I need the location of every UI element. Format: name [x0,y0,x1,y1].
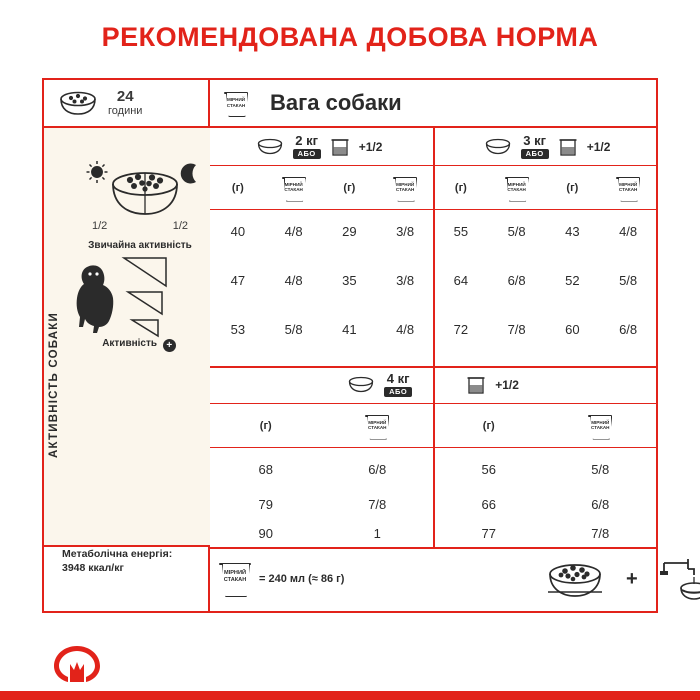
unit-grams-label: (г) [454,181,467,194]
half-portions [92,220,188,232]
weight-4kg: 4 кг [386,371,410,386]
cell-value: 47 [230,272,246,288]
cell-value: 4/8 [284,223,303,239]
weight-row-top [210,128,656,166]
cup-half-icon [330,137,350,157]
cell-value: 56 [481,461,496,477]
measuring-cup-icon [218,560,252,598]
cell-value: 5/8 [619,272,638,288]
unit-grams [210,166,266,209]
unit-cup-caption: МІРНИЙ СТАКАН [284,181,303,193]
cup-half-icon [466,375,486,395]
units-row-1 [210,166,656,210]
energy-panel [44,547,210,611]
weight-2kg: 2 кг [295,133,319,148]
cell-value: 5/8 [507,223,526,239]
bowl-small-icon [484,138,512,155]
hours-text [108,89,142,118]
cell-value: 7/8 [368,496,387,512]
unit-cup [489,166,545,209]
abo-badge-4kg: АБО [384,387,412,397]
cell-value: 1 [373,525,381,541]
unit-grams-label: (г) [566,181,579,194]
day-night-bowl [86,156,204,228]
table-row [210,452,656,486]
unit-cup-caption: МІРНИЙ СТАКАН [368,419,387,431]
weight-group-4kg [210,372,656,397]
bowl-small-icon [256,138,284,155]
unit-cup [545,404,657,447]
cell-value: 3/8 [396,272,415,288]
cell-value: 35 [342,272,357,288]
block-4kg [210,366,656,549]
footer-strip [210,547,656,611]
unit-grams-label: (г) [343,181,356,194]
cup-equals-text: = 240 мл (≈ 86 г) [259,573,345,585]
weight-row-4kg [210,366,656,404]
table-row [210,263,656,297]
activity-vertical-label: АКТИВНІСТЬ СОБАКИ [48,312,60,458]
weight-title: Вага собаки [270,90,402,115]
table-row [210,214,656,248]
energy-text [44,547,212,575]
activity-label-text: Активність [102,338,158,349]
page-footer [0,642,700,700]
cell-value: 5/8 [591,461,610,477]
bowl-small-icon [347,376,375,393]
cell-value: 6/8 [368,461,387,477]
unit-grams-label: (г) [259,419,272,432]
normal-activity-label: Звичайна активність [88,240,192,251]
unit-grams [433,404,545,447]
footer-red-bar [0,691,700,700]
header-cup-icon [210,89,262,117]
plus-half-3kg: +1/2 [586,139,611,154]
cell-value: 6/8 [507,272,526,288]
cup-half-icon [558,137,578,157]
cell-value: 60 [565,321,580,337]
cell-value: 29 [342,223,357,239]
energy-line-2: 3948 ккал/кг [62,562,124,575]
cell-value: 90 [258,525,273,541]
header-cup-caption: МІРНИЙ СТАКАН [226,97,246,108]
unit-cup [266,166,322,209]
unit-cup [600,166,656,209]
royal-canin-logo [42,644,112,686]
water-tap-icon [654,557,700,601]
activity-label [84,338,194,352]
weight-group-2kg [210,134,428,159]
half-right: 1/2 [172,220,188,232]
unit-cup-caption: МІРНИЙ СТАКАН [507,181,526,193]
unit-grams-label: (г) [482,419,495,432]
hours-label: години [108,105,143,118]
unit-grams [210,404,322,447]
activity-panel [44,80,210,611]
cell-value: 5/8 [284,321,303,337]
table-row [210,516,656,550]
table-body [210,80,656,611]
unit-grams-label: (г) [231,181,244,194]
cell-value: 77 [481,525,496,541]
plus-circle-icon: + [163,339,176,352]
weight-group-3kg [438,134,656,159]
plus-half-4kg: +1/2 [495,377,519,392]
cell-value: 6/8 [619,321,638,337]
half-left: 1/2 [92,220,108,232]
weight-3kg: 3 кг [523,133,547,148]
cell-value: 53 [230,321,246,337]
unit-cup-caption: МІРНИЙ СТАКАН [395,181,415,193]
cell-value: 3/8 [396,223,415,239]
cell-value: 4/8 [619,223,638,239]
plus-half-2kg: +1/2 [358,139,383,154]
weight-header [210,80,656,128]
food-bowl-icon [540,558,610,600]
bowl-icon [56,89,100,117]
unit-cup-caption: МІРНИЙ СТАКАН [618,181,638,193]
unit-cup [377,166,433,209]
cell-value: 72 [453,321,469,337]
block-2kg-3kg [210,128,656,368]
cell-value: 79 [258,496,273,512]
unit-cup [322,404,434,447]
unit-grams [433,166,489,209]
cell-value: 7/8 [591,525,610,541]
cup-caption: МІРНИЙ СТАКАН [223,570,247,583]
unit-grams [545,166,601,209]
feeding-table [42,78,658,613]
page-title: РЕКОМЕНДОВАНА ДОБОВА НОРМА [101,22,599,52]
cell-value: 66 [481,496,496,512]
unit-cup-caption: МІРНИЙ СТАКАН [591,419,610,431]
cell-value: 55 [453,223,469,239]
table-row [210,312,656,346]
cell-value: 64 [453,272,469,288]
cup-equivalence [218,560,344,598]
plus-sign: + [626,567,638,590]
energy-line-1: Метаболічна енергія: [62,548,173,560]
cell-value: 43 [565,223,580,239]
cell-value: 40 [230,223,246,239]
units-row-2 [210,404,656,448]
cell-value: 68 [258,461,273,477]
activity-body [44,128,210,547]
cell-value: 6/8 [591,496,610,512]
abo-badge-2kg: АБО [293,149,321,159]
cell-value: 4/8 [396,321,415,337]
cell-value: 52 [565,272,580,288]
hours-header [44,80,210,128]
activity-graphic [62,256,194,346]
cell-value: 4/8 [284,272,303,288]
hours-value: 24 [116,87,134,105]
cell-value: 41 [342,321,357,337]
unit-grams [322,166,378,209]
abo-badge-3kg: АБО [521,149,549,159]
food-water-icons [540,547,700,611]
cell-value: 7/8 [507,321,526,337]
